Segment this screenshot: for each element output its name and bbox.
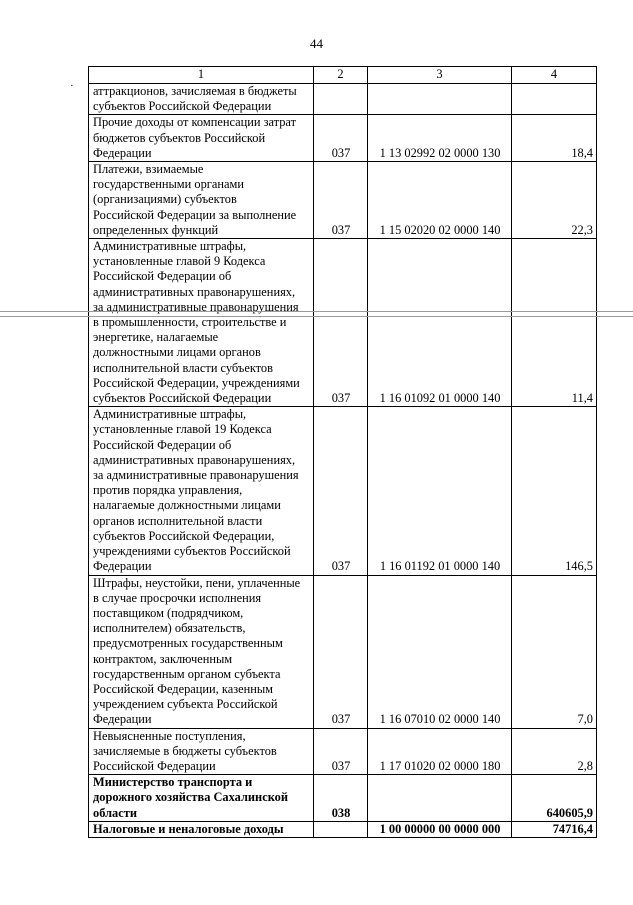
row-budget-code: 1 16 01092 01 0000 140 — [368, 239, 512, 407]
row-amount: 11,4 — [512, 239, 597, 407]
table-row — [89, 728, 597, 775]
row-budget-code: 1 15 02020 02 0000 140 — [368, 162, 512, 239]
row-admin-code — [314, 821, 368, 837]
row-amount: 18,4 — [512, 115, 597, 162]
table-header-row — [89, 67, 597, 84]
page-number: 44 — [310, 36, 323, 51]
row-admin-code: 037 — [314, 115, 368, 162]
row-budget-code: 1 16 07010 02 0000 140 — [368, 575, 512, 728]
table-row — [89, 162, 597, 239]
row-amount: 7,0 — [512, 575, 597, 728]
table-row — [89, 239, 597, 407]
table-row — [89, 407, 597, 575]
column-header-4: 4 — [512, 67, 597, 84]
table-row — [89, 115, 597, 162]
subtotal-row — [89, 821, 597, 837]
row-budget-code — [368, 84, 512, 115]
row-admin-code: 037 — [314, 162, 368, 239]
row-amount: 146,5 — [512, 407, 597, 575]
row-admin-code: 037 — [314, 575, 368, 728]
row-admin-code — [314, 84, 368, 115]
row-name: Административные штрафы, установленные главой 19 Кодекса Российской Федерации об административных правонарушениях, за административные правонарушения против порядка управления, налагаемые должностными лицами органов исполнительной власти субъектов Российской Федерации, учреждениями субъектов Российской Федерации — [89, 407, 314, 575]
row-budget-code: 1 00 00000 00 0000 000 — [368, 821, 512, 837]
row-name: Платежи, взимаемые государственными органами (организациями) субъектов Российской Федерации за выполнение определенных функций — [89, 162, 314, 239]
row-name: аттракционов, зачисляемая в бюджеты субъектов Российской Федерации — [89, 84, 314, 115]
table-row — [89, 575, 597, 728]
column-header-1: 1 — [89, 67, 314, 84]
row-admin-code: 037 — [314, 407, 368, 575]
row-amount: 640605,9 — [512, 775, 597, 822]
row-name: Прочие доходы от компенсации затрат бюджетов субъектов Российской Федерации — [89, 115, 314, 162]
margin-mark: · — [70, 80, 74, 92]
budget-table — [88, 66, 597, 838]
row-name: Штрафы, неустойки, пени, уплаченные в случае просрочки исполнения поставщиком (подрядчиком, исполнителем) обязательств, предусмотренных государственным контрактом, заключенным государственным органом субъекта Российской Федерации, казенным учреждением субъекта Российской Федерации — [89, 575, 314, 728]
row-amount — [512, 84, 597, 115]
row-admin-code: 038 — [314, 775, 368, 822]
row-amount: 2,8 — [512, 728, 597, 775]
row-name: Невыясненные поступления, зачисляемые в бюджеты субъектов Российской Федерации — [89, 728, 314, 775]
row-amount: 22,3 — [512, 162, 597, 239]
row-admin-code: 037 — [314, 239, 368, 407]
row-budget-code: 1 13 02992 02 0000 130 — [368, 115, 512, 162]
row-name: Министерство транспорта и дорожного хозяйства Сахалинской области — [89, 775, 314, 822]
row-name: Налоговые и неналоговые доходы — [89, 821, 314, 837]
column-header-2: 2 — [314, 67, 368, 84]
row-name: Административные штрафы, установленные главой 9 Кодекса Российской Федерации об административных правонарушениях, за административные правонарушения в промышленности, строительстве и энергетике, налагаемые должностными лицами органов исполнительной власти субъектов Российской Федерации, учреждениями субъектов Российской Федерации — [89, 239, 314, 407]
row-budget-code: 1 16 01192 01 0000 140 — [368, 407, 512, 575]
table-row — [89, 84, 597, 115]
row-admin-code: 037 — [314, 728, 368, 775]
ministry-row — [89, 775, 597, 822]
row-amount: 74716,4 — [512, 821, 597, 837]
row-budget-code: 1 17 01020 02 0000 180 — [368, 728, 512, 775]
row-budget-code — [368, 775, 512, 822]
column-header-3: 3 — [368, 67, 512, 84]
